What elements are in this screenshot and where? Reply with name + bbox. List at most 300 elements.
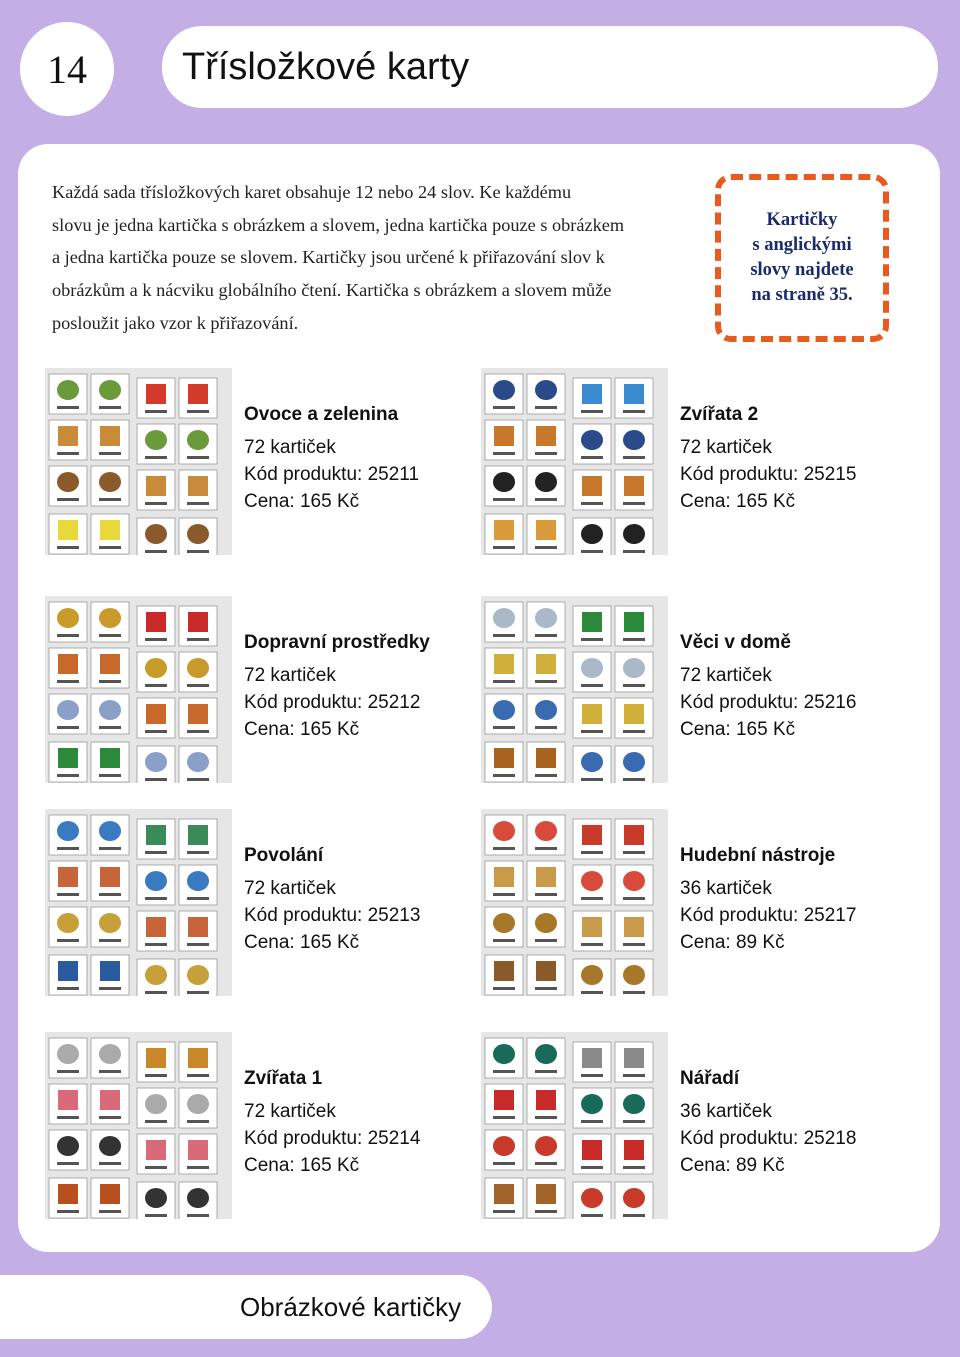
product-price: Cena: 165 Kč: [680, 719, 796, 740]
card-picture-icon: [58, 748, 78, 768]
card-word-strip: [187, 638, 209, 641]
card-picture-icon: [581, 965, 603, 985]
product-name: Dopravní prostředky: [244, 632, 430, 653]
card-word-strip: [99, 774, 121, 777]
card-word-strip: [145, 502, 167, 505]
card-picture-icon: [145, 1094, 167, 1114]
card-word-strip: [493, 634, 515, 637]
product-photo: [481, 596, 668, 783]
card-word-strip: [145, 410, 167, 413]
card-picture-icon: [624, 1140, 644, 1160]
card-picture-icon: [536, 867, 556, 887]
card-word-strip: [145, 1214, 167, 1217]
card-word-strip: [57, 680, 79, 683]
card-picture-icon: [100, 654, 120, 674]
product-photo: [45, 368, 232, 555]
card-word-strip: [145, 550, 167, 553]
card-word-strip: [535, 847, 557, 850]
card-picture-icon: [146, 917, 166, 937]
card-word-strip: [581, 897, 603, 900]
product-count: 36 kartiček: [680, 878, 772, 899]
product-info: [680, 1068, 856, 1179]
card-word-strip: [99, 1116, 121, 1119]
intro-line: a jedna kartička pouze se slovem. Kartičky jsou určené k přiřazování slov k: [52, 247, 605, 268]
card-picture-icon: [582, 612, 602, 632]
card-word-strip: [623, 1120, 645, 1123]
card-picture-icon: [535, 700, 557, 720]
card-word-strip: [187, 502, 209, 505]
product-info: [244, 632, 430, 743]
product-name: Nářadí: [680, 1068, 740, 1089]
product-info: [680, 845, 856, 956]
card-picture-icon: [100, 520, 120, 540]
card-word-strip: [187, 778, 209, 781]
card-word-strip: [535, 1210, 557, 1213]
card-picture-icon: [624, 917, 644, 937]
card-word-strip: [99, 498, 121, 501]
product-price: Cena: 165 Kč: [244, 932, 360, 953]
card-picture-icon: [58, 1184, 78, 1204]
card-word-strip: [57, 546, 79, 549]
product-name: Ovoce a zelenina: [244, 404, 399, 425]
intro-line: Každá sada třísložkových karet obsahuje 12 nebo 24 slov. Ke každému: [52, 182, 572, 202]
card-word-strip: [99, 680, 121, 683]
card-picture-icon: [187, 1188, 209, 1208]
product-price: Cena: 89 Kč: [680, 932, 785, 953]
card-picture-icon: [100, 867, 120, 887]
card-picture-icon: [145, 965, 167, 985]
card-word-strip: [57, 498, 79, 501]
product-photo: [45, 809, 232, 996]
card-word-strip: [581, 1166, 603, 1169]
intro-line: posloužit jako vzor k přiřazování.: [52, 312, 299, 333]
card-picture-icon: [100, 1090, 120, 1110]
card-picture-icon: [536, 520, 556, 540]
card-word-strip: [99, 1210, 121, 1213]
card-picture-icon: [58, 961, 78, 981]
card-word-strip: [623, 638, 645, 641]
card-picture-icon: [57, 608, 79, 628]
card-word-strip: [145, 778, 167, 781]
card-picture-icon: [494, 867, 514, 887]
card-word-strip: [623, 1074, 645, 1077]
card-picture-icon: [623, 658, 645, 678]
card-word-strip: [535, 1070, 557, 1073]
card-picture-icon: [535, 608, 557, 628]
card-word-strip: [57, 987, 79, 990]
card-word-strip: [57, 1210, 79, 1213]
card-picture-icon: [58, 654, 78, 674]
card-picture-icon: [146, 1140, 166, 1160]
card-word-strip: [623, 991, 645, 994]
card-picture-icon: [535, 1136, 557, 1156]
card-word-strip: [145, 456, 167, 459]
intro-line: obrázkům a k nácviku globálního čtení. Kartička s obrázkem a slovem může: [52, 280, 612, 301]
card-picture-icon: [582, 825, 602, 845]
card-word-strip: [581, 410, 603, 413]
card-picture-icon: [623, 965, 645, 985]
card-picture-icon: [188, 476, 208, 496]
product-count: 72 kartiček: [244, 878, 336, 899]
card-picture-icon: [188, 917, 208, 937]
card-picture-icon: [623, 1094, 645, 1114]
card-word-strip: [535, 406, 557, 409]
card-word-strip: [99, 406, 121, 409]
card-picture-icon: [99, 472, 121, 492]
card-picture-icon: [99, 913, 121, 933]
intro-line: slovu je jedna kartička s obrázkem a slovem, jedna kartička pouze s obrázkem: [52, 214, 625, 235]
card-word-strip: [493, 498, 515, 501]
card-word-strip: [99, 1162, 121, 1165]
card-word-strip: [493, 452, 515, 455]
card-word-strip: [581, 730, 603, 733]
card-word-strip: [581, 684, 603, 687]
card-word-strip: [493, 726, 515, 729]
card-picture-icon: [99, 608, 121, 628]
card-word-strip: [535, 498, 557, 501]
card-word-strip: [493, 939, 515, 942]
footer-label: Obrázkové kartičky: [0, 1275, 492, 1339]
card-picture-icon: [188, 825, 208, 845]
card-picture-icon: [100, 748, 120, 768]
card-word-strip: [187, 410, 209, 413]
card-word-strip: [623, 943, 645, 946]
card-word-strip: [145, 1120, 167, 1123]
card-word-strip: [493, 774, 515, 777]
card-word-strip: [535, 987, 557, 990]
card-picture-icon: [624, 704, 644, 724]
notice-line: Kartičky: [766, 210, 838, 230]
product-count: 72 kartiček: [244, 665, 336, 686]
card-picture-icon: [536, 654, 556, 674]
card-picture-icon: [57, 1044, 79, 1064]
card-picture-icon: [57, 700, 79, 720]
card-word-strip: [623, 456, 645, 459]
card-picture-icon: [494, 654, 514, 674]
product-code: Kód produktu: 25214: [244, 1128, 421, 1149]
card-word-strip: [187, 1074, 209, 1077]
card-word-strip: [57, 1116, 79, 1119]
card-word-strip: [581, 456, 603, 459]
card-word-strip: [99, 546, 121, 549]
card-word-strip: [581, 851, 603, 854]
card-word-strip: [581, 1214, 603, 1217]
notice-line: s anglickými: [752, 235, 852, 255]
card-word-strip: [57, 774, 79, 777]
product-code: Kód produktu: 25218: [680, 1128, 857, 1149]
card-picture-icon: [623, 524, 645, 544]
card-picture-icon: [624, 476, 644, 496]
card-word-strip: [57, 634, 79, 637]
card-word-strip: [145, 1074, 167, 1077]
card-word-strip: [99, 893, 121, 896]
english-cards-notice: [715, 174, 889, 342]
card-word-strip: [581, 638, 603, 641]
card-picture-icon: [623, 430, 645, 450]
card-word-strip: [187, 991, 209, 994]
card-word-strip: [623, 778, 645, 781]
card-word-strip: [57, 847, 79, 850]
card-picture-icon: [493, 608, 515, 628]
card-picture-icon: [99, 1044, 121, 1064]
product-name: Věci v domě: [680, 632, 791, 653]
card-word-strip: [623, 1214, 645, 1217]
card-picture-icon: [581, 1188, 603, 1208]
card-picture-icon: [581, 752, 603, 772]
card-word-strip: [535, 546, 557, 549]
card-word-strip: [581, 943, 603, 946]
card-picture-icon: [187, 1094, 209, 1114]
card-picture-icon: [624, 1048, 644, 1068]
card-picture-icon: [624, 384, 644, 404]
card-word-strip: [581, 1120, 603, 1123]
card-picture-icon: [536, 1090, 556, 1110]
card-picture-icon: [582, 917, 602, 937]
card-word-strip: [493, 987, 515, 990]
card-picture-icon: [581, 524, 603, 544]
card-word-strip: [187, 730, 209, 733]
card-word-strip: [99, 847, 121, 850]
card-word-strip: [57, 452, 79, 455]
card-picture-icon: [188, 612, 208, 632]
card-word-strip: [57, 1070, 79, 1073]
product-code: Kód produktu: 25216: [680, 692, 857, 713]
product-info: [244, 1068, 420, 1179]
card-word-strip: [145, 851, 167, 854]
product-info: [680, 632, 856, 743]
card-picture-icon: [535, 472, 557, 492]
card-word-strip: [535, 1162, 557, 1165]
card-picture-icon: [493, 1136, 515, 1156]
product-photo: [481, 1032, 668, 1219]
card-word-strip: [623, 897, 645, 900]
card-picture-icon: [536, 1184, 556, 1204]
card-word-strip: [493, 546, 515, 549]
product-code: Kód produktu: 25217: [680, 905, 857, 926]
card-picture-icon: [146, 384, 166, 404]
product-photo: [45, 596, 232, 783]
card-word-strip: [99, 452, 121, 455]
card-word-strip: [623, 684, 645, 687]
product-price: Cena: 165 Kč: [244, 719, 360, 740]
card-word-strip: [493, 847, 515, 850]
card-word-strip: [187, 943, 209, 946]
intro-text: [52, 176, 702, 340]
card-picture-icon: [581, 658, 603, 678]
product-count: 72 kartiček: [680, 437, 772, 458]
card-picture-icon: [58, 426, 78, 446]
product-info: [244, 845, 420, 956]
card-picture-icon: [146, 704, 166, 724]
card-picture-icon: [187, 658, 209, 678]
product-count: 72 kartiček: [244, 1101, 336, 1122]
card-picture-icon: [100, 1184, 120, 1204]
card-word-strip: [623, 1166, 645, 1169]
card-word-strip: [493, 406, 515, 409]
card-picture-icon: [494, 1090, 514, 1110]
card-word-strip: [535, 634, 557, 637]
card-word-strip: [535, 726, 557, 729]
product-name: Hudební nástroje: [680, 845, 836, 866]
card-picture-icon: [188, 384, 208, 404]
card-picture-icon: [58, 867, 78, 887]
card-word-strip: [535, 1116, 557, 1119]
card-word-strip: [145, 943, 167, 946]
card-picture-icon: [493, 1044, 515, 1064]
card-picture-icon: [146, 825, 166, 845]
card-word-strip: [623, 851, 645, 854]
card-word-strip: [99, 634, 121, 637]
card-picture-icon: [188, 704, 208, 724]
card-word-strip: [145, 730, 167, 733]
card-picture-icon: [57, 380, 79, 400]
product-photo: [481, 368, 668, 555]
card-picture-icon: [535, 1044, 557, 1064]
card-word-strip: [57, 1162, 79, 1165]
product-info: [680, 404, 856, 515]
product-code: Kód produktu: 25215: [680, 464, 857, 485]
product-photo: [45, 1032, 232, 1219]
card-word-strip: [99, 987, 121, 990]
card-word-strip: [623, 410, 645, 413]
card-picture-icon: [494, 748, 514, 768]
card-picture-icon: [581, 871, 603, 891]
card-word-strip: [145, 684, 167, 687]
card-word-strip: [581, 550, 603, 553]
card-word-strip: [99, 1070, 121, 1073]
card-word-strip: [581, 991, 603, 994]
card-word-strip: [145, 897, 167, 900]
card-picture-icon: [187, 965, 209, 985]
card-word-strip: [535, 680, 557, 683]
product-code: Kód produktu: 25211: [244, 464, 420, 485]
product-count: 72 kartiček: [244, 437, 336, 458]
card-picture-icon: [145, 658, 167, 678]
card-word-strip: [623, 730, 645, 733]
card-picture-icon: [188, 1048, 208, 1068]
card-picture-icon: [582, 1048, 602, 1068]
card-word-strip: [493, 680, 515, 683]
card-word-strip: [57, 893, 79, 896]
card-picture-icon: [100, 426, 120, 446]
page-number: 14: [20, 22, 114, 116]
card-picture-icon: [536, 961, 556, 981]
card-picture-icon: [146, 612, 166, 632]
card-picture-icon: [494, 520, 514, 540]
card-picture-icon: [623, 1188, 645, 1208]
card-picture-icon: [99, 1136, 121, 1156]
card-word-strip: [493, 1210, 515, 1213]
card-word-strip: [581, 502, 603, 505]
card-picture-icon: [493, 700, 515, 720]
card-picture-icon: [188, 1140, 208, 1160]
card-picture-icon: [57, 913, 79, 933]
card-picture-icon: [581, 1094, 603, 1114]
card-word-strip: [623, 550, 645, 553]
card-picture-icon: [145, 524, 167, 544]
card-picture-icon: [535, 821, 557, 841]
product-count: 36 kartiček: [680, 1101, 772, 1122]
card-picture-icon: [494, 961, 514, 981]
product-code: Kód produktu: 25213: [244, 905, 421, 926]
product-name: Zvířata 2: [680, 404, 759, 425]
card-word-strip: [493, 1162, 515, 1165]
card-picture-icon: [58, 1090, 78, 1110]
card-picture-icon: [493, 472, 515, 492]
card-word-strip: [187, 851, 209, 854]
card-picture-icon: [493, 913, 515, 933]
card-picture-icon: [99, 380, 121, 400]
card-picture-icon: [493, 821, 515, 841]
product-name: Zvířata 1: [244, 1068, 323, 1089]
card-picture-icon: [187, 430, 209, 450]
card-word-strip: [623, 502, 645, 505]
product-price: Cena: 165 Kč: [244, 1155, 360, 1176]
card-picture-icon: [494, 426, 514, 446]
card-picture-icon: [146, 476, 166, 496]
card-picture-icon: [582, 704, 602, 724]
card-picture-icon: [57, 472, 79, 492]
card-picture-icon: [146, 1048, 166, 1068]
card-picture-icon: [145, 1188, 167, 1208]
card-picture-icon: [493, 380, 515, 400]
card-picture-icon: [145, 871, 167, 891]
card-word-strip: [187, 684, 209, 687]
product-count: 72 kartiček: [680, 665, 772, 686]
card-picture-icon: [623, 871, 645, 891]
card-word-strip: [535, 774, 557, 777]
page-title: Třísložkové karty: [162, 26, 938, 108]
card-picture-icon: [187, 871, 209, 891]
card-word-strip: [145, 1166, 167, 1169]
card-word-strip: [99, 939, 121, 942]
card-picture-icon: [623, 752, 645, 772]
card-picture-icon: [58, 520, 78, 540]
product-price: Cena: 89 Kč: [680, 1155, 785, 1176]
card-picture-icon: [582, 384, 602, 404]
notice-line: na straně 35.: [751, 285, 853, 305]
card-word-strip: [187, 456, 209, 459]
card-picture-icon: [624, 825, 644, 845]
card-word-strip: [581, 1074, 603, 1077]
card-picture-icon: [536, 748, 556, 768]
card-picture-icon: [145, 430, 167, 450]
card-word-strip: [187, 1166, 209, 1169]
notice-line: slovy najdete: [750, 260, 854, 280]
card-picture-icon: [100, 961, 120, 981]
card-word-strip: [535, 893, 557, 896]
card-word-strip: [493, 1116, 515, 1119]
card-picture-icon: [99, 821, 121, 841]
product-name: Povolání: [244, 845, 324, 866]
card-word-strip: [145, 991, 167, 994]
card-picture-icon: [582, 1140, 602, 1160]
card-picture-icon: [57, 1136, 79, 1156]
card-picture-icon: [581, 430, 603, 450]
card-picture-icon: [145, 752, 167, 772]
card-word-strip: [57, 939, 79, 942]
card-word-strip: [187, 1120, 209, 1123]
card-word-strip: [187, 897, 209, 900]
card-picture-icon: [624, 612, 644, 632]
notice-text: [750, 208, 853, 308]
card-picture-icon: [187, 524, 209, 544]
product-photo: [481, 809, 668, 996]
card-word-strip: [57, 726, 79, 729]
product-price: Cena: 165 Kč: [244, 491, 360, 512]
card-picture-icon: [535, 913, 557, 933]
card-word-strip: [493, 893, 515, 896]
